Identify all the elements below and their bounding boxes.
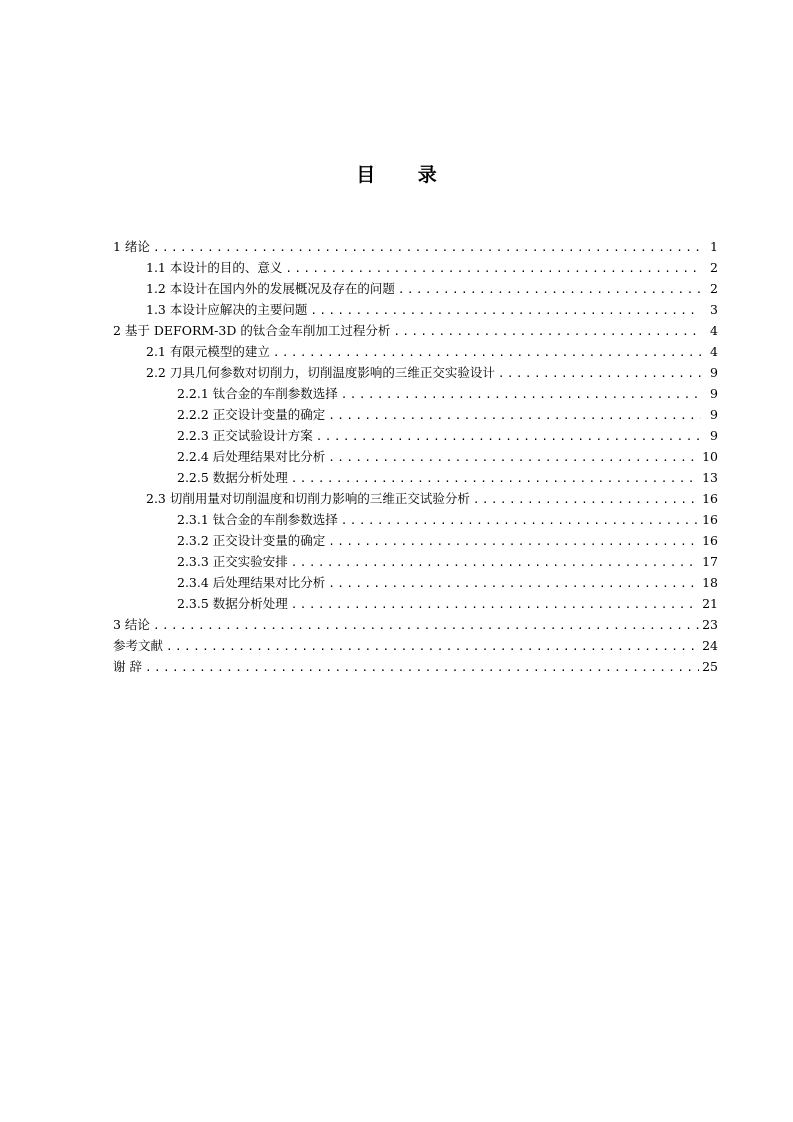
dot-leader [153, 619, 699, 632]
dot-leader [498, 367, 701, 380]
toc-entry-page: 1 [710, 239, 718, 254]
toc-entry-label: 2.3.5 数据分析处理 [177, 596, 288, 611]
toc-entry-label: 2.3.2 正交设计变量的确定 [177, 533, 326, 548]
dot-leader [285, 262, 701, 275]
toc-entry[interactable] [113, 489, 718, 510]
toc-entry[interactable] [113, 321, 718, 342]
dot-leader [310, 304, 701, 317]
toc-title: 目 录 [356, 164, 455, 186]
toc-entry[interactable] [113, 552, 718, 573]
toc-entry-label: 2.2.4 后处理结果对比分析 [177, 449, 326, 464]
toc-entry-page: 2 [710, 260, 718, 275]
dot-leader [291, 556, 699, 569]
dot-leader [316, 430, 701, 443]
toc-entry-page: 2 [710, 281, 718, 296]
toc-entry[interactable] [113, 363, 718, 384]
toc-entry-page: 9 [710, 428, 718, 443]
dot-leader [273, 346, 701, 359]
toc-entry[interactable] [113, 636, 718, 657]
toc-entry-label: 2 基于 DEFORM-3D 的钛合金车削加工过程分析 [113, 323, 391, 338]
toc-entry-page: 4 [710, 344, 718, 359]
toc-entry-label: 1.3 本设计应解决的主要问题 [146, 302, 308, 317]
toc-entry-page: 24 [702, 638, 718, 653]
dot-leader [341, 514, 699, 527]
toc-entry-page: 25 [702, 659, 718, 674]
toc-entry[interactable] [113, 615, 718, 636]
dot-leader [328, 535, 699, 548]
dot-leader [145, 661, 699, 674]
toc-entry[interactable] [113, 258, 718, 279]
toc-entry[interactable] [113, 531, 718, 552]
toc-entry[interactable] [113, 300, 718, 321]
dot-leader [153, 241, 701, 254]
toc-entry-label: 参考文献 [113, 638, 164, 653]
toc-entry[interactable] [113, 573, 718, 594]
toc-entry-label: 2.2.3 正交试验设计方案 [177, 428, 313, 443]
toc-entry[interactable] [113, 342, 718, 363]
dot-leader [166, 640, 699, 653]
toc-entry-page: 9 [710, 407, 718, 422]
toc-entry-label: 2.3 切削用量对切削温度和切削力影响的三维正交试验分析 [146, 491, 470, 506]
toc-entry[interactable] [113, 384, 718, 405]
dot-leader [328, 409, 701, 422]
toc-entry-label: 1 绪论 [113, 239, 150, 254]
dot-leader [393, 325, 701, 338]
toc-entry-label: 2.3.1 钛合金的车削参数选择 [177, 512, 338, 527]
dot-leader [473, 493, 699, 506]
toc-entry-page: 16 [702, 533, 718, 548]
toc-entry-page: 17 [702, 554, 718, 569]
dot-leader [291, 598, 699, 611]
toc-entry-label: 1.2 本设计在国内外的发展概况及存在的问题 [146, 281, 395, 296]
toc-entry-label: 2.2.5 数据分析处理 [177, 470, 288, 485]
toc-entry-label: 1.1 本设计的目的、意义 [146, 260, 283, 275]
toc-entry-label: 谢 辞 [113, 659, 142, 674]
toc-entry[interactable] [113, 657, 718, 678]
toc-entry-page: 13 [702, 470, 718, 485]
toc-entry-label: 2.2.2 正交设计变量的确定 [177, 407, 326, 422]
toc-entry-page: 4 [710, 323, 718, 338]
toc-entry-page: 16 [702, 491, 718, 506]
toc-entry-page: 10 [702, 449, 718, 464]
toc-entry-page: 9 [710, 365, 718, 380]
toc-entry-label: 2.1 有限元模型的建立 [146, 344, 270, 359]
toc-entry[interactable] [113, 405, 718, 426]
toc-entry[interactable] [113, 426, 718, 447]
dot-leader [328, 577, 699, 590]
toc-entry[interactable] [113, 279, 718, 300]
toc-entry[interactable] [113, 468, 718, 489]
toc-entry[interactable] [113, 510, 718, 531]
dot-leader [328, 451, 699, 464]
toc-entry[interactable] [113, 594, 718, 615]
toc-entry-label: 2.2 刀具几何参数对切削力，切削温度影响的三维正交实验设计 [146, 365, 495, 380]
toc-entry[interactable] [113, 237, 718, 258]
toc-entry-page: 3 [710, 302, 718, 317]
toc-entry-page: 21 [702, 596, 718, 611]
toc-entry-label: 2.2.1 钛合金的车削参数选择 [177, 386, 338, 401]
toc-entry-page: 23 [702, 617, 718, 632]
toc-entry-page: 9 [710, 386, 718, 401]
toc-entry-page: 18 [702, 575, 718, 590]
table-of-contents [113, 237, 718, 678]
toc-entry-label: 2.3.3 正交实验安排 [177, 554, 288, 569]
dot-leader [291, 472, 699, 485]
toc-entry-page: 16 [702, 512, 718, 527]
toc-entry-label: 3 结论 [113, 617, 150, 632]
dot-leader [398, 283, 701, 296]
dot-leader [341, 388, 701, 401]
toc-entry[interactable] [113, 447, 718, 468]
toc-entry-label: 2.3.4 后处理结果对比分析 [177, 575, 326, 590]
